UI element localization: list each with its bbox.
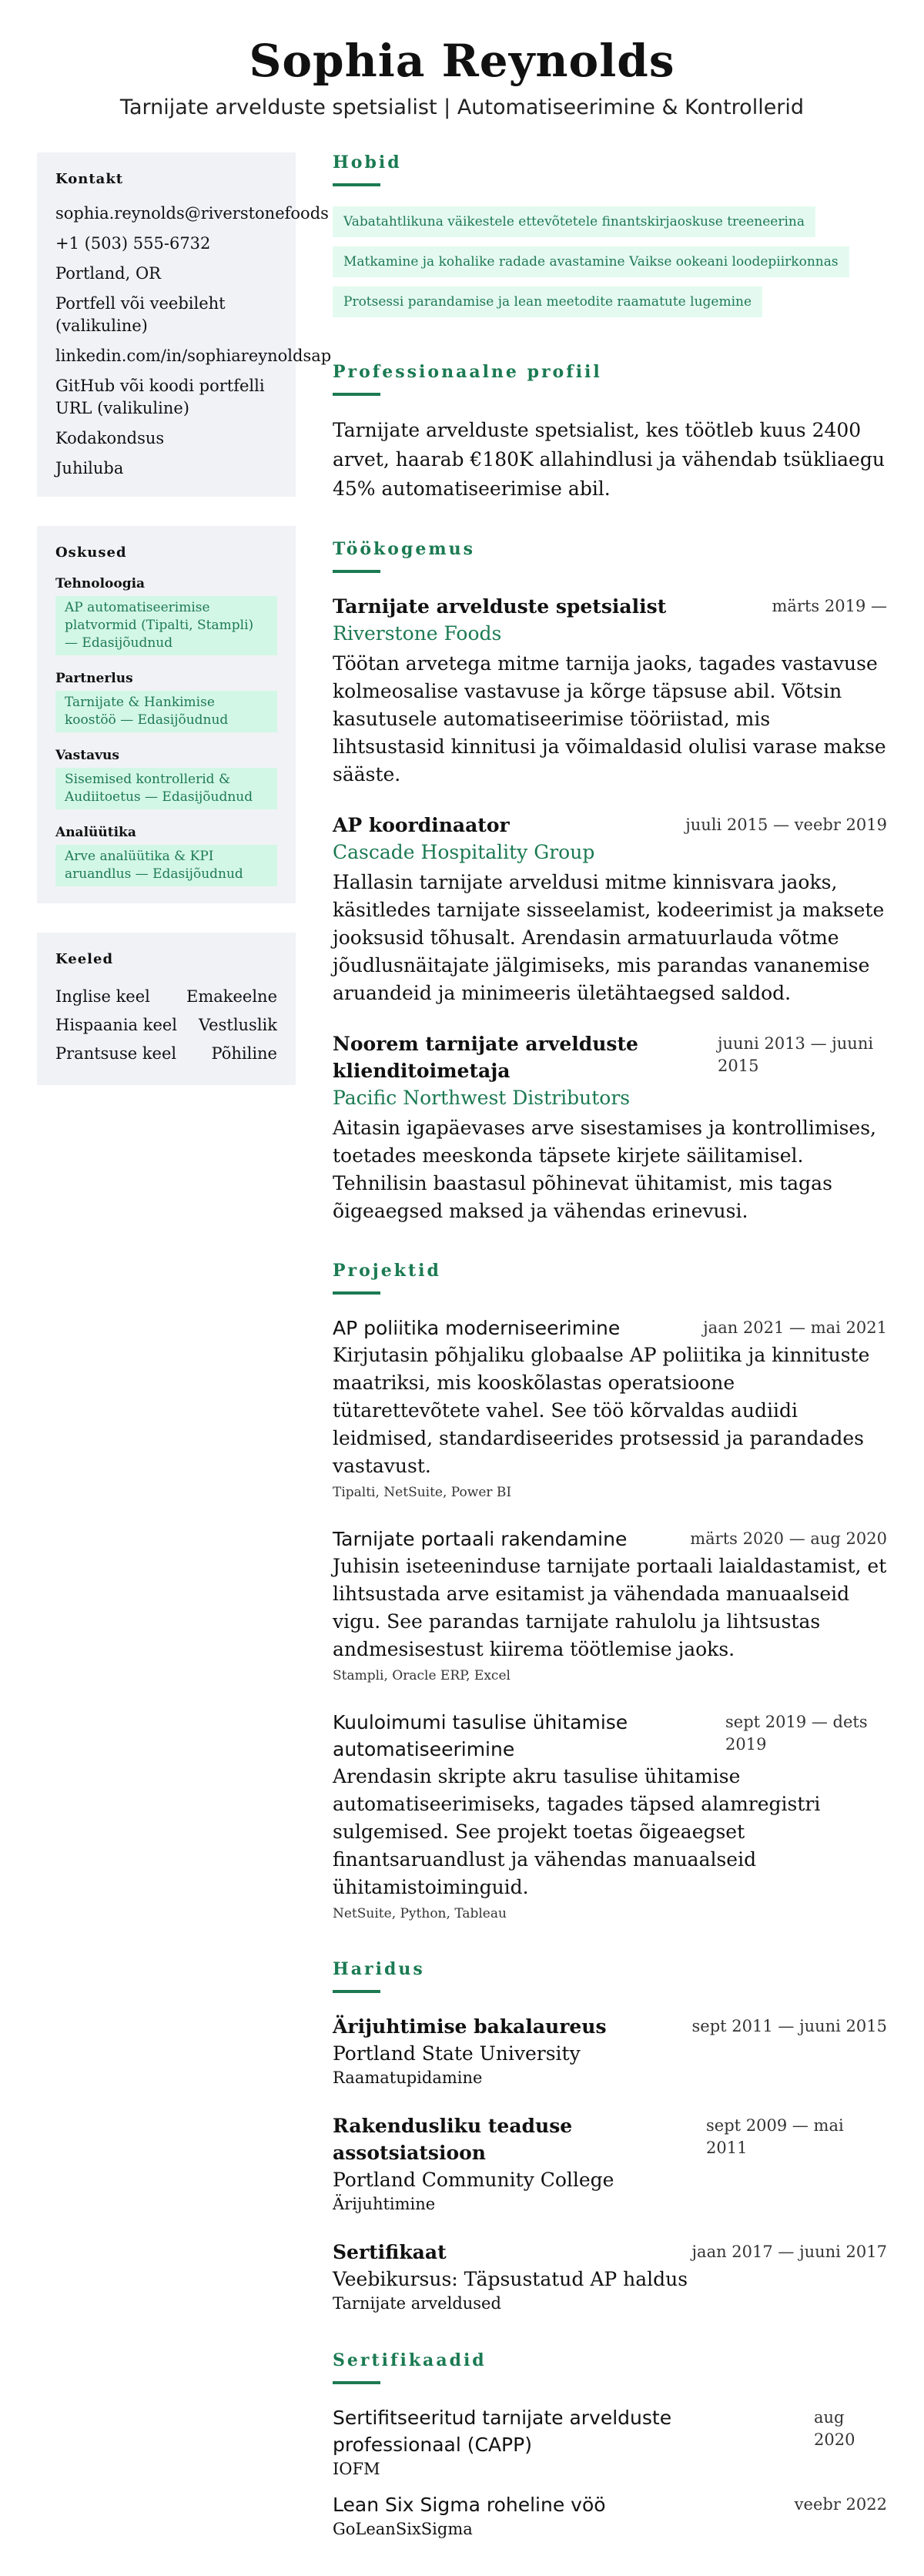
language-level: Emakeelne <box>186 987 277 1006</box>
education-entry <box>333 2112 887 2216</box>
contact-github[interactable]: GitHub või koodi portfelli URL (valikuline) <box>55 377 265 417</box>
hobbies-title: Hobid <box>333 152 402 173</box>
job-title: Noorem tarnijate arvelduste klienditoimetaja <box>333 1033 638 1082</box>
section-divider <box>333 570 380 573</box>
job-title: AP koordinaator <box>333 814 510 836</box>
skill-tag: Arve analüütika & KPI aruandlus — Edasijõudnud <box>55 845 277 886</box>
hobbies-section <box>333 152 887 327</box>
section-divider <box>333 183 380 186</box>
contact-portfolio[interactable]: Portfell või veebileht (valikuline) <box>55 294 226 335</box>
skill-tag: AP automatiseerimise platvormid (Tipalti, Stampli) — Edasijõudnud <box>55 596 277 655</box>
study-field: Ärijuhtimine <box>333 2195 436 2213</box>
project-entry <box>333 1526 887 1686</box>
certificate-entry <box>333 2404 887 2481</box>
study-field: Tarnijate arveldused <box>333 2294 501 2313</box>
skill-name: Vastavus <box>55 748 119 763</box>
certificates-title: Sertifikaadid <box>333 2350 487 2370</box>
job-description: Aitasin igapäevases arve sisestamises ja kontrollimises, toetades meeskonda täpsete kirjete säilitamisel. Tehnilisin baastasul põhinevat ühitamist, mis tagas õigeaegsed maksed ja vähendas erinevusi. <box>333 1117 877 1222</box>
skills-card <box>37 526 296 903</box>
projects-title: Projektid <box>333 1261 441 1281</box>
education-date: sept 2009 — mai 2011 <box>706 2116 844 2157</box>
language-row <box>55 1011 277 1040</box>
skills-title: Oskused <box>55 544 127 561</box>
section-divider <box>333 1990 380 1993</box>
project-tech: NetSuite, Python, Tableau <box>333 1906 507 1921</box>
project-title: Kuuloimumi tasulise ühitamise automatiseerimine <box>333 1711 628 1760</box>
projects-section <box>333 1261 887 1924</box>
contact-title: Kontakt <box>55 171 124 187</box>
job-date: juuli 2015 — veebr 2019 <box>685 816 887 834</box>
contact-citizenship: Kodakondsus <box>55 429 165 447</box>
skill-name: Analüütika <box>55 825 136 840</box>
skill-group <box>55 748 277 809</box>
skill-group <box>55 576 277 655</box>
job-description: Töötan arvetega mitme tarnija jaoks, tagades vastavuse kolmeosalise vastavuse ja kõrge täpsuse abil. Võtsin kasutusele automatiseerimise tööriistad, mis lihtsustasid kinnitusi ja võimaldasid olulisi varase makse sääste. <box>333 652 886 786</box>
profile-title: Professionaalne profiil <box>333 362 602 382</box>
school-name: Portland Community College <box>333 2169 614 2191</box>
language-level: Põhiline <box>211 1044 277 1063</box>
skill-name: Partnerlus <box>55 671 133 686</box>
education-section <box>333 1959 887 2315</box>
education-title: Haridus <box>333 1959 425 1979</box>
hobby-tag: Vabatahtlikuna väikestele ettevõtetele finantskirjaoskuse treeneerina <box>333 206 815 237</box>
person-name: Sophia Reynolds <box>249 35 675 87</box>
school-name: Portland State University <box>333 2042 581 2065</box>
certificate-name: Sertifitseeritud tarnijate arvelduste professionaal (CAPP) <box>333 2407 672 2456</box>
language-level: Vestluslik <box>198 1016 277 1034</box>
language-name: Inglise keel <box>55 987 150 1006</box>
experience-entry <box>333 812 887 1007</box>
section-divider <box>333 393 380 396</box>
skill-group <box>55 671 277 732</box>
job-description: Hallasin tarnijate arveldusi mitme kinnisvara jaoks, käsitledes tarnijate sisseelamist, kodeerimist ja maksete jooksusid tõhusalt. Arendasin armatuurlauda võtme jõudlusnäitajate jälgimiseks, mis parandas vananemise aruandeid ja minimeeris ületähtaegsed saldod. <box>333 871 885 1004</box>
experience-title: Töökogemus <box>333 539 476 559</box>
project-tech: Tipalti, NetSuite, Power BI <box>333 1485 512 1500</box>
contact-linkedin[interactable]: linkedin.com/in/sophiareynoldsap <box>55 347 332 365</box>
degree-title: Ärijuhtimise bakalaureus <box>333 2015 607 2038</box>
skill-name: Tehnoloogia <box>55 576 146 591</box>
section-divider <box>333 2381 380 2384</box>
project-description: Juhisin iseteeninduse tarnijate portaali laialdastamist, et lihtsustada arve esitamist ja vähendada manuaalseid vigu. See parandas tarnijate rahulolu ja lihtsustas andmesisestust kiirema töötlemise jaoks. <box>333 1555 887 1660</box>
certificates-section <box>333 2350 887 2541</box>
degree-title: Sertifikaat <box>333 2241 447 2263</box>
certificate-name: Lean Six Sigma roheline vöö <box>333 2494 606 2516</box>
contact-email[interactable]: sophia.reynolds@riverstonefoods <box>55 204 329 223</box>
company-name: Cascade Hospitality Group <box>333 841 595 863</box>
profile-section <box>333 362 887 504</box>
language-row <box>55 983 277 1011</box>
project-date: sept 2019 — dets 2019 <box>725 1713 868 1754</box>
project-tech: Stampli, Oracle ERP, Excel <box>333 1668 511 1683</box>
main-content <box>333 152 887 2576</box>
skill-tag: Sisemised kontrollerid & Audiitoetus — Edasijõudnud <box>55 768 277 809</box>
language-name: Prantsuse keel <box>55 1044 177 1063</box>
project-entry <box>333 1709 887 1924</box>
education-entry <box>333 2013 887 2089</box>
certificate-issuer: GoLeanSixSigma <box>333 2520 473 2538</box>
job-date: juuni 2013 — juuni 2015 <box>718 1034 874 1075</box>
resume-header <box>0 0 924 119</box>
languages-title: Keeled <box>55 951 114 967</box>
project-date: jaan 2021 — mai 2021 <box>703 1318 887 1337</box>
education-date: jaan 2017 — juuni 2017 <box>691 2243 887 2261</box>
section-divider <box>333 1291 380 1295</box>
job-date: märts 2019 — <box>772 597 887 615</box>
school-name: Veebikursus: Täpsustatud AP haldus <box>333 2268 688 2290</box>
project-title: AP poliitika moderniseerimine <box>333 1317 621 1339</box>
job-title: Tarnijate arvelduste spetsialist <box>333 595 667 618</box>
study-field: Raamatupidamine <box>333 2069 483 2087</box>
left-sidebar <box>37 152 332 1114</box>
project-date: märts 2020 — aug 2020 <box>690 1529 887 1548</box>
contact-card <box>37 152 332 497</box>
skill-group <box>55 825 277 886</box>
education-entry <box>333 2239 887 2315</box>
language-row <box>55 1040 277 1068</box>
language-name: Hispaania keel <box>55 1016 178 1034</box>
experience-entry <box>333 1030 887 1225</box>
company-name: Riverstone Foods <box>333 622 502 645</box>
contact-phone[interactable]: +1 (503) 555-6732 <box>55 234 211 253</box>
project-description: Arendasin skripte akru tasulise ühitamise automatiseerimiseks, tagades täpsed alamregistri sulgemised. See projekt toetas õigeaegset finantsaruandlust ja vähendas manuaalseid ühitamistoiminguid. <box>333 1765 821 1898</box>
hobby-tag: Matkamine ja kohalike radade avastamine Vaikse ookeani loodepiirkonnas <box>333 246 849 277</box>
company-name: Pacific Northwest Distributors <box>333 1087 631 1109</box>
experience-section <box>333 539 887 1225</box>
profile-summary: Tarnijate arvelduste spetsialist, kes töötleb kuus 2400 arvet, haarab €180K allahindlusi ja vähendab tsükliaegu 45% automatiseerimise abil. <box>333 419 885 500</box>
contact-work-permit: Juhiluba <box>55 459 124 477</box>
skill-tag: Tarnijate & Hankimise koostöö — Edasijõudnud <box>55 691 277 732</box>
headline: Tarnijate arvelduste spetsialist | Automatiseerimine & Kontrollerid <box>119 95 805 119</box>
project-title: Tarnijate portaali rakendamine <box>333 1528 628 1550</box>
education-date: sept 2011 — juuni 2015 <box>691 2017 887 2035</box>
certificate-entry <box>333 2491 887 2541</box>
contact-location: Portland, OR <box>55 264 161 283</box>
certificate-date: aug 2020 <box>814 2408 855 2449</box>
languages-card <box>37 933 296 1085</box>
project-description: Kirjutasin põhjaliku globaalse AP poliitika ja kinnituste maatriksi, mis kooskõlastas operatsioone tütarettevõtete vahel. See töö kõrvaldas audiidi leidmised, standardiseerides protsessid ja parandades vastavust. <box>333 1344 870 1477</box>
project-entry <box>333 1315 887 1502</box>
hobby-tag: Protsessi parandamise ja lean meetodite raamatute lugemine <box>333 286 762 317</box>
degree-title: Rakendusliku teaduse assotsiatsioon <box>333 2115 573 2164</box>
certificate-issuer: IOFM <box>333 2460 380 2478</box>
certificate-date: veebr 2022 <box>794 2495 887 2514</box>
experience-entry <box>333 593 887 789</box>
